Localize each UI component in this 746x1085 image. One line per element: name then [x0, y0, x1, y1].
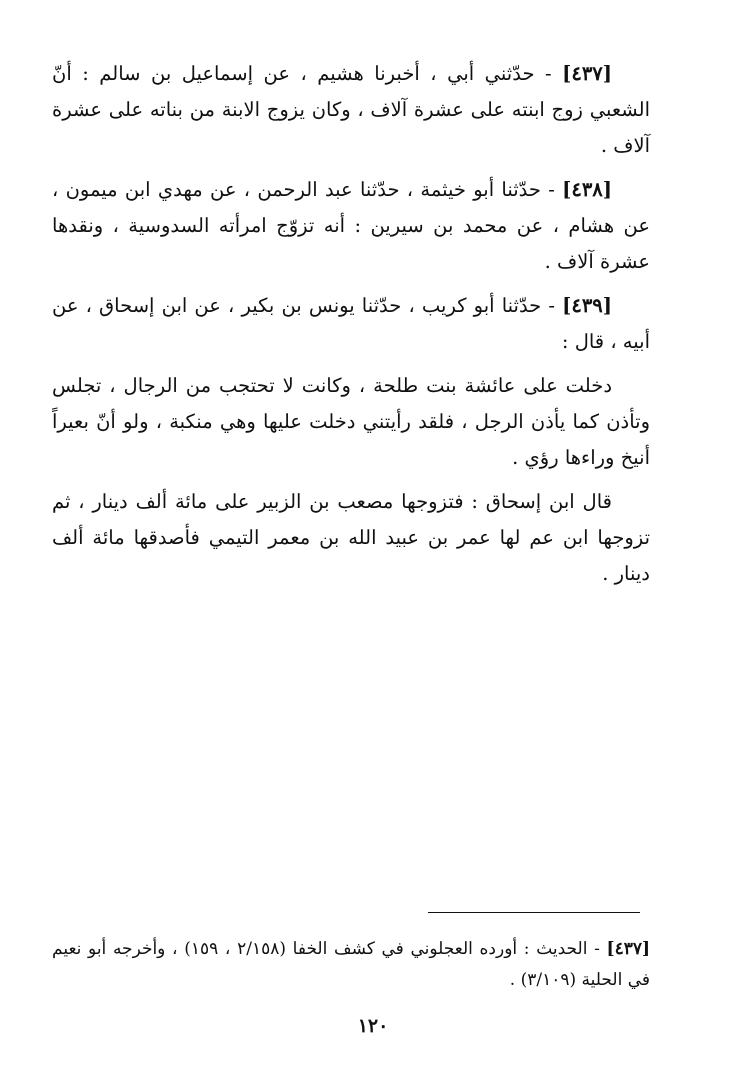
entry-number: [٤٣٩]: [562, 294, 612, 317]
narration-paragraph: دخلت على عائشة بنت طلحة ، وكانت لا تحتجب من الرجال ، تجلس وتأذن كما يأذن الرجل ، فلقد رأيتني دخلت عليها وهي منكبة ، ولو أنّ بعيراً أنيخ وراءها رؤي .: [52, 374, 650, 469]
entry-439: [52, 288, 650, 360]
footnote-number: [٤٣٧]: [606, 939, 651, 959]
entry-438: [52, 172, 650, 280]
entry-437: [52, 56, 650, 164]
main-text: [52, 56, 650, 600]
footnote: [52, 934, 650, 996]
narration-paragraph: قال ابن إسحاق : فتزوجها مصعب بن الزبير على مائة ألف دينار ، ثم تزوجها ابن عم لها عمر بن عبيد الله بن معمر التيمي فأصدقها مائة ألف دينار .: [52, 490, 650, 585]
entry-number: [٤٣٨]: [562, 178, 612, 201]
footnote-text: - الحديث : أورده العجلوني في كشف الخفا (٢/١٥٨ ، ١٥٩) ، وأخرجه أبو نعيم في الحلية (٣/١٠٩) .: [52, 939, 650, 990]
entry-number: [٤٣٧]: [562, 62, 612, 85]
entry-text: - حدّثنا أبو كريب ، حدّثنا يونس بن بكير ، عن ابن إسحاق ، عن أبيه ، قال :: [52, 294, 650, 353]
page-number: ١٢٠: [357, 1015, 389, 1037]
entry-text: - حدّثنا أبو خيثمة ، حدّثنا عبد الرحمن ، عن مهدي ابن ميمون ، عن هشام ، عن محمد بن سيرين : أنه تزوّج امرأته السدوسية ، ونقدها عشرة آلاف .: [52, 178, 650, 273]
footnote-separator: [428, 912, 640, 913]
entry-text: - حدّثني أبي ، أخبرنا هشيم ، عن إسماعيل بن سالم : أنّ الشعبي زوج ابنته على عشرة آلاف ، وكان يزوج الابنة من بناته على عشرة آلاف .: [52, 62, 650, 157]
